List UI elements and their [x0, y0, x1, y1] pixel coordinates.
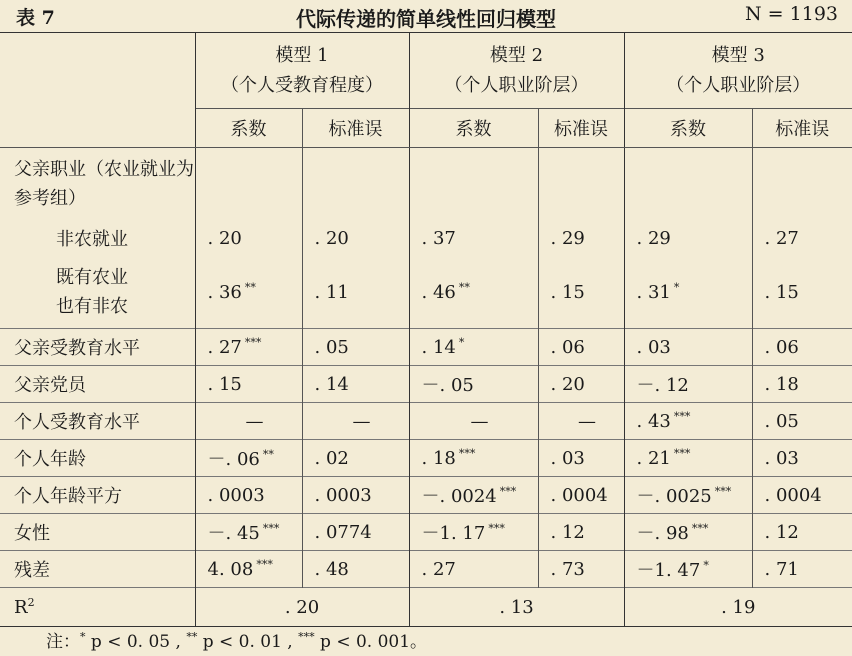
se-cell: . 06	[752, 329, 852, 366]
table-row	[0, 514, 852, 551]
row-label: 父亲党员	[0, 366, 195, 403]
row-label: 个人受教育水平	[0, 403, 195, 440]
se-cell: . 0774	[302, 514, 409, 551]
se-header: 标准误	[752, 109, 852, 148]
row-label: 非农就业	[56, 229, 128, 250]
coef-cell: . 27 ***	[195, 329, 302, 366]
coef-cell: －. 05	[409, 366, 538, 403]
model-name: 模型 3	[711, 44, 765, 66]
table-row	[0, 256, 852, 329]
table-header	[0, 0, 852, 30]
table-row	[0, 403, 852, 440]
r2-value: . 13	[409, 588, 624, 627]
se-cell: . 06	[538, 329, 624, 366]
regression-table	[0, 32, 852, 627]
coef-header: 系数	[195, 109, 302, 148]
r2-value: . 20	[195, 588, 409, 627]
coef-cell: 4. 08 ***	[195, 551, 302, 588]
se-cell: . 48	[302, 551, 409, 588]
row-label: 既有农业 也有非农	[56, 267, 128, 317]
coef-cell: . 03	[624, 329, 752, 366]
r2-row	[0, 588, 852, 627]
se-cell: . 05	[752, 403, 852, 440]
row-label: 残差	[0, 551, 195, 588]
coef-cell: . 27	[409, 551, 538, 588]
coef-cell: －. 0025 ***	[624, 477, 752, 514]
row-label: 女性	[0, 514, 195, 551]
coef-cell: －. 0024 ***	[409, 477, 538, 514]
coef-cell: －1. 47 *	[624, 551, 752, 588]
group-row	[0, 148, 852, 221]
se-cell: . 14	[302, 366, 409, 403]
row-label: 父亲受教育水平	[0, 329, 195, 366]
coef-cell: . 36 **	[195, 256, 302, 329]
se-cell: . 0004	[538, 477, 624, 514]
se-cell: . 73	[538, 551, 624, 588]
se-cell: . 02	[302, 440, 409, 477]
group-label: 父亲职业（农业就业为参考组）	[14, 159, 194, 209]
coef-cell: . 0003	[195, 477, 302, 514]
se-cell: . 0004	[752, 477, 852, 514]
table-row	[0, 366, 852, 403]
coef-cell: . 46 **	[409, 256, 538, 329]
se-cell: . 03	[538, 440, 624, 477]
coef-cell: . 31 *	[624, 256, 752, 329]
coef-cell: . 14 *	[409, 329, 538, 366]
se-cell: . 12	[752, 514, 852, 551]
coef-cell: . 21 ***	[624, 440, 752, 477]
model-1-header	[195, 33, 409, 109]
coef-cell: －. 12	[624, 366, 752, 403]
se-cell: . 20	[302, 220, 409, 256]
se-cell: . 15	[538, 256, 624, 329]
se-cell: —	[302, 403, 409, 440]
coef-cell: . 43 ***	[624, 403, 752, 440]
se-cell: . 05	[302, 329, 409, 366]
table-body	[0, 220, 852, 588]
model-3-header	[624, 33, 852, 109]
coef-cell: —	[195, 403, 302, 440]
coef-cell: －1. 17 ***	[409, 514, 538, 551]
se-cell: . 12	[538, 514, 624, 551]
se-cell: . 15	[752, 256, 852, 329]
se-cell: . 11	[302, 256, 409, 329]
table-row	[0, 440, 852, 477]
coef-cell: . 29	[624, 220, 752, 256]
r2-label: $R^2$	[0, 588, 195, 627]
sample-size: N = 1193	[745, 3, 838, 25]
model-dep: （个人职业阶层）	[666, 74, 811, 96]
r2-value: . 19	[624, 588, 852, 627]
row-label: 个人年龄	[0, 440, 195, 477]
se-cell: . 20	[538, 366, 624, 403]
table-title: 代际传递的简单线性回归模型	[296, 7, 556, 31]
coef-header: 系数	[624, 109, 752, 148]
coef-cell: . 20	[195, 220, 302, 256]
model-name: 模型 2	[489, 44, 544, 66]
table-row	[0, 551, 852, 588]
coef-cell: . 37	[409, 220, 538, 256]
se-cell: . 03	[752, 440, 852, 477]
coef-cell: . 18 ***	[409, 440, 538, 477]
corner-cell	[0, 33, 195, 148]
coef-cell: －. 06 **	[195, 440, 302, 477]
se-cell: . 71	[752, 551, 852, 588]
model-name: 模型 1	[275, 44, 329, 66]
coef-cell: . 15	[195, 366, 302, 403]
table-label: 表 7	[16, 7, 55, 29]
table-row	[0, 220, 852, 256]
se-cell: . 0003	[302, 477, 409, 514]
se-cell: . 27	[752, 220, 852, 256]
se-cell: . 18	[752, 366, 852, 403]
footnote: 注：* p < 0. 05 , ** p < 0. 01 , *** p < 0. 001。	[46, 630, 428, 652]
row-label: 个人年龄平方	[0, 477, 195, 514]
coef-cell: －. 98 ***	[624, 514, 752, 551]
model-2-header	[409, 33, 624, 109]
se-header: 标准误	[538, 109, 624, 148]
coef-cell: —	[409, 403, 538, 440]
coef-header: 系数	[409, 109, 538, 148]
se-cell: . 29	[538, 220, 624, 256]
model-dep: （个人受教育程度）	[221, 74, 383, 96]
table-row	[0, 477, 852, 514]
table-row	[0, 329, 852, 366]
model-dep: （个人职业阶层）	[444, 74, 589, 96]
se-header: 标准误	[302, 109, 409, 148]
se-cell: —	[538, 403, 624, 440]
coef-cell: －. 45 ***	[195, 514, 302, 551]
